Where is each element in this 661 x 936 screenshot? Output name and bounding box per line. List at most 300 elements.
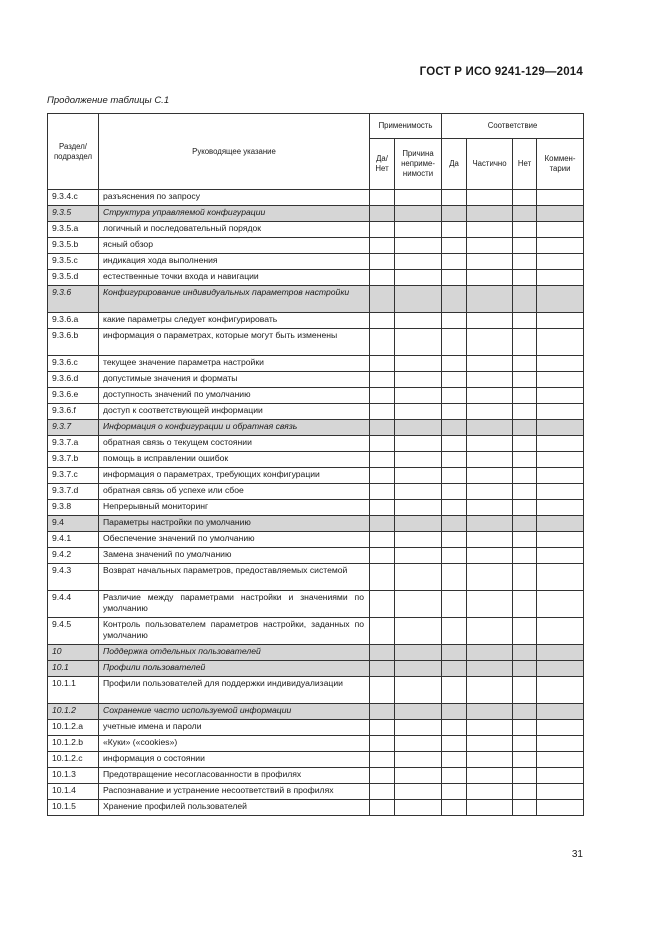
cell-comments <box>537 222 584 238</box>
row-guidance-text: индикация хода выполнения <box>99 254 370 270</box>
cell-applicability-reason <box>395 484 442 500</box>
cell-compliance-partial <box>467 661 513 677</box>
row-guidance-text: Хранение профилей пользователей <box>99 800 370 816</box>
cell-comments <box>537 190 584 206</box>
row-guidance-text: информация о параметрах, которые могут быть изменены <box>99 329 370 356</box>
cell-compliance-partial <box>467 516 513 532</box>
cell-compliance-partial <box>467 254 513 270</box>
cell-applicability-reason <box>395 238 442 254</box>
table-row <box>48 591 584 618</box>
table-body <box>48 190 584 816</box>
table-row <box>48 270 584 286</box>
cell-compliance-partial <box>467 768 513 784</box>
cell-applicability-reason <box>395 420 442 436</box>
row-section-code: 9.4.1 <box>48 532 99 548</box>
cell-applicability-yes-no <box>370 752 395 768</box>
cell-applicability-reason <box>395 270 442 286</box>
cell-compliance-no <box>513 222 537 238</box>
row-guidance-text: учетные имена и пароли <box>99 720 370 736</box>
cell-applicability-reason <box>395 548 442 564</box>
cell-applicability-reason <box>395 329 442 356</box>
cell-applicability-reason <box>395 736 442 752</box>
cell-compliance-no <box>513 661 537 677</box>
cell-compliance-yes <box>442 452 467 468</box>
table-row <box>48 500 584 516</box>
cell-applicability-yes-no <box>370 591 395 618</box>
cell-compliance-no <box>513 645 537 661</box>
cell-compliance-no <box>513 677 537 704</box>
cell-compliance-partial <box>467 388 513 404</box>
cell-applicability-yes-no <box>370 736 395 752</box>
cell-applicability-reason <box>395 564 442 591</box>
cell-applicability-yes-no <box>370 800 395 816</box>
cell-applicability-reason <box>395 677 442 704</box>
row-section-code: 9.3.6 <box>48 286 99 313</box>
cell-compliance-yes <box>442 500 467 516</box>
cell-applicability-reason <box>395 286 442 313</box>
cell-compliance-yes <box>442 420 467 436</box>
cell-compliance-partial <box>467 404 513 420</box>
cell-comments <box>537 254 584 270</box>
row-section-code: 9.3.6.a <box>48 313 99 329</box>
cell-applicability-yes-no <box>370 254 395 270</box>
cell-comments <box>537 452 584 468</box>
cell-compliance-partial <box>467 420 513 436</box>
cell-compliance-no <box>513 329 537 356</box>
row-section-code: 9.3.7.c <box>48 468 99 484</box>
table-row <box>48 190 584 206</box>
table-row <box>48 800 584 816</box>
cell-applicability-yes-no <box>370 372 395 388</box>
row-guidance-text: информация о состоянии <box>99 752 370 768</box>
cell-applicability-reason <box>395 532 442 548</box>
cell-compliance-yes <box>442 222 467 238</box>
row-section-code: 10.1.2.c <box>48 752 99 768</box>
row-guidance-text: Контроль пользователем параметров настройки, заданных по умолчанию <box>99 618 370 645</box>
cell-comments <box>537 591 584 618</box>
cell-applicability-reason <box>395 452 442 468</box>
row-section-code: 10.1.4 <box>48 784 99 800</box>
cell-applicability-yes-no <box>370 516 395 532</box>
guidance-table <box>47 113 584 816</box>
cell-compliance-yes <box>442 484 467 500</box>
cell-compliance-partial <box>467 645 513 661</box>
row-guidance-text: Профили пользователей <box>99 661 370 677</box>
header-applicability: Применимость <box>370 114 442 139</box>
row-section-code: 10.1.2 <box>48 704 99 720</box>
header-section: Раздел/ подраздел <box>48 114 99 190</box>
cell-compliance-no <box>513 388 537 404</box>
table-row <box>48 768 584 784</box>
cell-compliance-yes <box>442 468 467 484</box>
cell-compliance-partial <box>467 286 513 313</box>
cell-compliance-partial <box>467 704 513 720</box>
table-row <box>48 329 584 356</box>
cell-compliance-yes <box>442 564 467 591</box>
row-section-code: 9.3.8 <box>48 500 99 516</box>
table-row <box>48 468 584 484</box>
cell-comments <box>537 500 584 516</box>
cell-compliance-no <box>513 206 537 222</box>
cell-comments <box>537 736 584 752</box>
table-row <box>48 388 584 404</box>
cell-applicability-reason <box>395 436 442 452</box>
cell-comments <box>537 388 584 404</box>
cell-applicability-yes-no <box>370 388 395 404</box>
row-section-code: 10.1.5 <box>48 800 99 816</box>
cell-applicability-reason <box>395 388 442 404</box>
cell-compliance-no <box>513 356 537 372</box>
table-row <box>48 516 584 532</box>
cell-compliance-yes <box>442 404 467 420</box>
table-row <box>48 720 584 736</box>
cell-compliance-no <box>513 452 537 468</box>
header-compliance-yes: Да <box>442 139 467 190</box>
row-section-code: 9.3.7 <box>48 420 99 436</box>
cell-applicability-reason <box>395 356 442 372</box>
row-section-code: 9.4 <box>48 516 99 532</box>
cell-compliance-no <box>513 768 537 784</box>
cell-compliance-partial <box>467 468 513 484</box>
cell-applicability-yes-no <box>370 436 395 452</box>
cell-applicability-yes-no <box>370 500 395 516</box>
cell-compliance-yes <box>442 254 467 270</box>
cell-applicability-reason <box>395 254 442 270</box>
table-row <box>48 532 584 548</box>
row-guidance-text: Замена значений по умолчанию <box>99 548 370 564</box>
row-section-code: 10 <box>48 645 99 661</box>
cell-applicability-reason <box>395 516 442 532</box>
cell-applicability-yes-no <box>370 313 395 329</box>
row-guidance-text: обратная связь об успехе или сбое <box>99 484 370 500</box>
table-row <box>48 452 584 468</box>
cell-compliance-yes <box>442 677 467 704</box>
table-row <box>48 238 584 254</box>
row-guidance-text: Конфигурирование индивидуальных параметров настройки <box>99 286 370 313</box>
cell-compliance-partial <box>467 270 513 286</box>
cell-applicability-yes-no <box>370 677 395 704</box>
cell-compliance-yes <box>442 206 467 222</box>
row-section-code: 9.3.5.a <box>48 222 99 238</box>
cell-compliance-partial <box>467 800 513 816</box>
row-section-code: 9.3.5.c <box>48 254 99 270</box>
cell-compliance-no <box>513 564 537 591</box>
row-guidance-text: Сохранение часто используемой информации <box>99 704 370 720</box>
row-guidance-text: Распознавание и устранение несоответствий в профилях <box>99 784 370 800</box>
cell-compliance-partial <box>467 206 513 222</box>
page-number: 31 <box>571 849 583 860</box>
cell-applicability-yes-no <box>370 784 395 800</box>
row-guidance-text: Структура управляемой конфигурации <box>99 206 370 222</box>
row-section-code: 10.1.2.a <box>48 720 99 736</box>
cell-compliance-no <box>513 254 537 270</box>
cell-compliance-yes <box>442 752 467 768</box>
cell-compliance-no <box>513 500 537 516</box>
table-row <box>48 661 584 677</box>
cell-compliance-partial <box>467 190 513 206</box>
row-guidance-text: Параметры настройки по умолчанию <box>99 516 370 532</box>
cell-compliance-no <box>513 720 537 736</box>
cell-comments <box>537 270 584 286</box>
cell-applicability-yes-no <box>370 768 395 784</box>
row-guidance-text: Поддержка отдельных пользователей <box>99 645 370 661</box>
cell-comments <box>537 372 584 388</box>
cell-compliance-partial <box>467 500 513 516</box>
cell-compliance-partial <box>467 484 513 500</box>
cell-compliance-partial <box>467 222 513 238</box>
table-row <box>48 645 584 661</box>
cell-compliance-yes <box>442 356 467 372</box>
cell-compliance-partial <box>467 720 513 736</box>
table-row <box>48 206 584 222</box>
cell-comments <box>537 752 584 768</box>
row-guidance-text: Непрерывный мониторинг <box>99 500 370 516</box>
table-row <box>48 222 584 238</box>
cell-compliance-partial <box>467 356 513 372</box>
header-compliance: Соответствие <box>442 114 584 139</box>
cell-applicability-yes-no <box>370 564 395 591</box>
row-section-code: 9.3.6.b <box>48 329 99 356</box>
cell-compliance-no <box>513 704 537 720</box>
cell-applicability-yes-no <box>370 329 395 356</box>
row-section-code: 9.3.4.c <box>48 190 99 206</box>
cell-comments <box>537 206 584 222</box>
row-guidance-text: доступность значений по умолчанию <box>99 388 370 404</box>
row-guidance-text: какие параметры следует конфигурировать <box>99 313 370 329</box>
row-section-code: 9.3.6.f <box>48 404 99 420</box>
cell-compliance-no <box>513 270 537 286</box>
row-guidance-text: логичный и последовательный порядок <box>99 222 370 238</box>
cell-comments <box>537 329 584 356</box>
header-applicability-yes-no: Да/ Нет <box>370 139 395 190</box>
cell-compliance-no <box>513 286 537 313</box>
table-caption: Продолжение таблицы С.1 <box>47 95 170 106</box>
cell-compliance-yes <box>442 532 467 548</box>
row-guidance-text: Информация о конфигурации и обратная связь <box>99 420 370 436</box>
cell-applicability-yes-no <box>370 484 395 500</box>
row-section-code: 9.4.3 <box>48 564 99 591</box>
cell-applicability-reason <box>395 500 442 516</box>
row-guidance-text: разъяснения по запросу <box>99 190 370 206</box>
cell-comments <box>537 548 584 564</box>
cell-comments <box>537 532 584 548</box>
cell-compliance-no <box>513 532 537 548</box>
row-section-code: 9.3.7.d <box>48 484 99 500</box>
cell-compliance-yes <box>442 313 467 329</box>
table-row <box>48 704 584 720</box>
row-section-code: 9.3.7.a <box>48 436 99 452</box>
row-guidance-text: Обеспечение значений по умолчанию <box>99 532 370 548</box>
row-section-code: 10.1.2.b <box>48 736 99 752</box>
cell-compliance-no <box>513 190 537 206</box>
row-guidance-text: Профили пользователей для поддержки индивидуализации <box>99 677 370 704</box>
row-section-code: 9.3.6.e <box>48 388 99 404</box>
cell-applicability-reason <box>395 704 442 720</box>
row-section-code: 10.1.3 <box>48 768 99 784</box>
cell-applicability-yes-no <box>370 286 395 313</box>
row-guidance-text: доступ к соответствующей информации <box>99 404 370 420</box>
table-row <box>48 436 584 452</box>
cell-compliance-yes <box>442 661 467 677</box>
cell-applicability-yes-no <box>370 645 395 661</box>
row-section-code: 9.3.6.d <box>48 372 99 388</box>
cell-compliance-partial <box>467 564 513 591</box>
cell-applicability-yes-no <box>370 532 395 548</box>
cell-compliance-partial <box>467 452 513 468</box>
row-section-code: 9.4.4 <box>48 591 99 618</box>
table-row <box>48 484 584 500</box>
cell-comments <box>537 404 584 420</box>
cell-compliance-no <box>513 238 537 254</box>
cell-compliance-partial <box>467 618 513 645</box>
cell-compliance-no <box>513 784 537 800</box>
cell-compliance-no <box>513 436 537 452</box>
cell-applicability-yes-no <box>370 190 395 206</box>
cell-comments <box>537 768 584 784</box>
cell-applicability-yes-no <box>370 222 395 238</box>
cell-compliance-partial <box>467 677 513 704</box>
cell-compliance-yes <box>442 704 467 720</box>
cell-compliance-partial <box>467 784 513 800</box>
cell-applicability-yes-no <box>370 420 395 436</box>
row-guidance-text: Различие между параметрами настройки и значениями по умолчанию <box>99 591 370 618</box>
cell-comments <box>537 313 584 329</box>
cell-comments <box>537 661 584 677</box>
cell-applicability-reason <box>395 784 442 800</box>
cell-applicability-reason <box>395 404 442 420</box>
table-row <box>48 313 584 329</box>
cell-comments <box>537 516 584 532</box>
header-applicability-reason: Причина неприме- нимости <box>395 139 442 190</box>
table-row <box>48 618 584 645</box>
cell-compliance-partial <box>467 313 513 329</box>
cell-comments <box>537 704 584 720</box>
cell-comments <box>537 286 584 313</box>
cell-comments <box>537 420 584 436</box>
cell-comments <box>537 677 584 704</box>
header-compliance-no: Нет <box>513 139 537 190</box>
cell-comments <box>537 468 584 484</box>
cell-comments <box>537 800 584 816</box>
table-row <box>48 548 584 564</box>
cell-compliance-yes <box>442 768 467 784</box>
cell-compliance-yes <box>442 516 467 532</box>
cell-compliance-no <box>513 484 537 500</box>
cell-compliance-yes <box>442 618 467 645</box>
cell-compliance-no <box>513 736 537 752</box>
cell-comments <box>537 484 584 500</box>
cell-compliance-yes <box>442 286 467 313</box>
cell-compliance-no <box>513 548 537 564</box>
row-section-code: 9.3.5.b <box>48 238 99 254</box>
row-guidance-text: информация о параметрах, требующих конфигурации <box>99 468 370 484</box>
cell-comments <box>537 784 584 800</box>
cell-comments <box>537 436 584 452</box>
cell-compliance-yes <box>442 190 467 206</box>
table-row <box>48 404 584 420</box>
cell-compliance-partial <box>467 752 513 768</box>
cell-applicability-reason <box>395 645 442 661</box>
table-row <box>48 564 584 591</box>
table-row <box>48 286 584 313</box>
table-row <box>48 784 584 800</box>
table-row <box>48 677 584 704</box>
cell-applicability-yes-no <box>370 661 395 677</box>
row-guidance-text: текущее значение параметра настройки <box>99 356 370 372</box>
cell-compliance-no <box>513 404 537 420</box>
cell-applicability-yes-no <box>370 452 395 468</box>
cell-compliance-yes <box>442 372 467 388</box>
cell-compliance-no <box>513 468 537 484</box>
row-section-code: 9.3.5 <box>48 206 99 222</box>
cell-compliance-yes <box>442 270 467 286</box>
cell-applicability-reason <box>395 206 442 222</box>
cell-compliance-yes <box>442 736 467 752</box>
cell-applicability-yes-no <box>370 206 395 222</box>
cell-applicability-yes-no <box>370 720 395 736</box>
cell-comments <box>537 720 584 736</box>
document-standard-number: ГОСТ Р ИСО 9241-129—2014 <box>419 66 583 78</box>
cell-compliance-partial <box>467 436 513 452</box>
cell-compliance-no <box>513 420 537 436</box>
cell-compliance-yes <box>442 720 467 736</box>
cell-applicability-yes-no <box>370 618 395 645</box>
cell-applicability-yes-no <box>370 356 395 372</box>
row-guidance-text: Возврат начальных параметров, предоставляемых системой <box>99 564 370 591</box>
cell-applicability-yes-no <box>370 270 395 286</box>
table-row <box>48 736 584 752</box>
cell-compliance-partial <box>467 238 513 254</box>
cell-compliance-partial <box>467 329 513 356</box>
row-guidance-text: допустимые значения и форматы <box>99 372 370 388</box>
cell-compliance-yes <box>442 329 467 356</box>
cell-applicability-yes-no <box>370 238 395 254</box>
table-row <box>48 420 584 436</box>
row-guidance-text: обратная связь о текущем состоянии <box>99 436 370 452</box>
cell-compliance-yes <box>442 238 467 254</box>
cell-compliance-partial <box>467 736 513 752</box>
cell-applicability-reason <box>395 313 442 329</box>
cell-compliance-no <box>513 516 537 532</box>
cell-compliance-yes <box>442 645 467 661</box>
row-section-code: 9.3.6.c <box>48 356 99 372</box>
row-section-code: 9.4.5 <box>48 618 99 645</box>
table-row <box>48 356 584 372</box>
row-section-code: 9.3.7.b <box>48 452 99 468</box>
cell-compliance-partial <box>467 532 513 548</box>
cell-applicability-reason <box>395 661 442 677</box>
cell-compliance-no <box>513 313 537 329</box>
cell-applicability-reason <box>395 768 442 784</box>
cell-comments <box>537 564 584 591</box>
table-row <box>48 372 584 388</box>
cell-compliance-partial <box>467 591 513 618</box>
cell-compliance-yes <box>442 591 467 618</box>
cell-applicability-reason <box>395 618 442 645</box>
cell-applicability-reason <box>395 372 442 388</box>
row-section-code: 9.4.2 <box>48 548 99 564</box>
cell-compliance-no <box>513 591 537 618</box>
cell-applicability-yes-no <box>370 404 395 420</box>
row-guidance-text: помощь в исправлении ошибок <box>99 452 370 468</box>
cell-compliance-yes <box>442 436 467 452</box>
cell-compliance-yes <box>442 800 467 816</box>
cell-applicability-yes-no <box>370 468 395 484</box>
cell-applicability-reason <box>395 752 442 768</box>
cell-comments <box>537 356 584 372</box>
cell-applicability-reason <box>395 720 442 736</box>
row-guidance-text: естественные точки входа и навигации <box>99 270 370 286</box>
